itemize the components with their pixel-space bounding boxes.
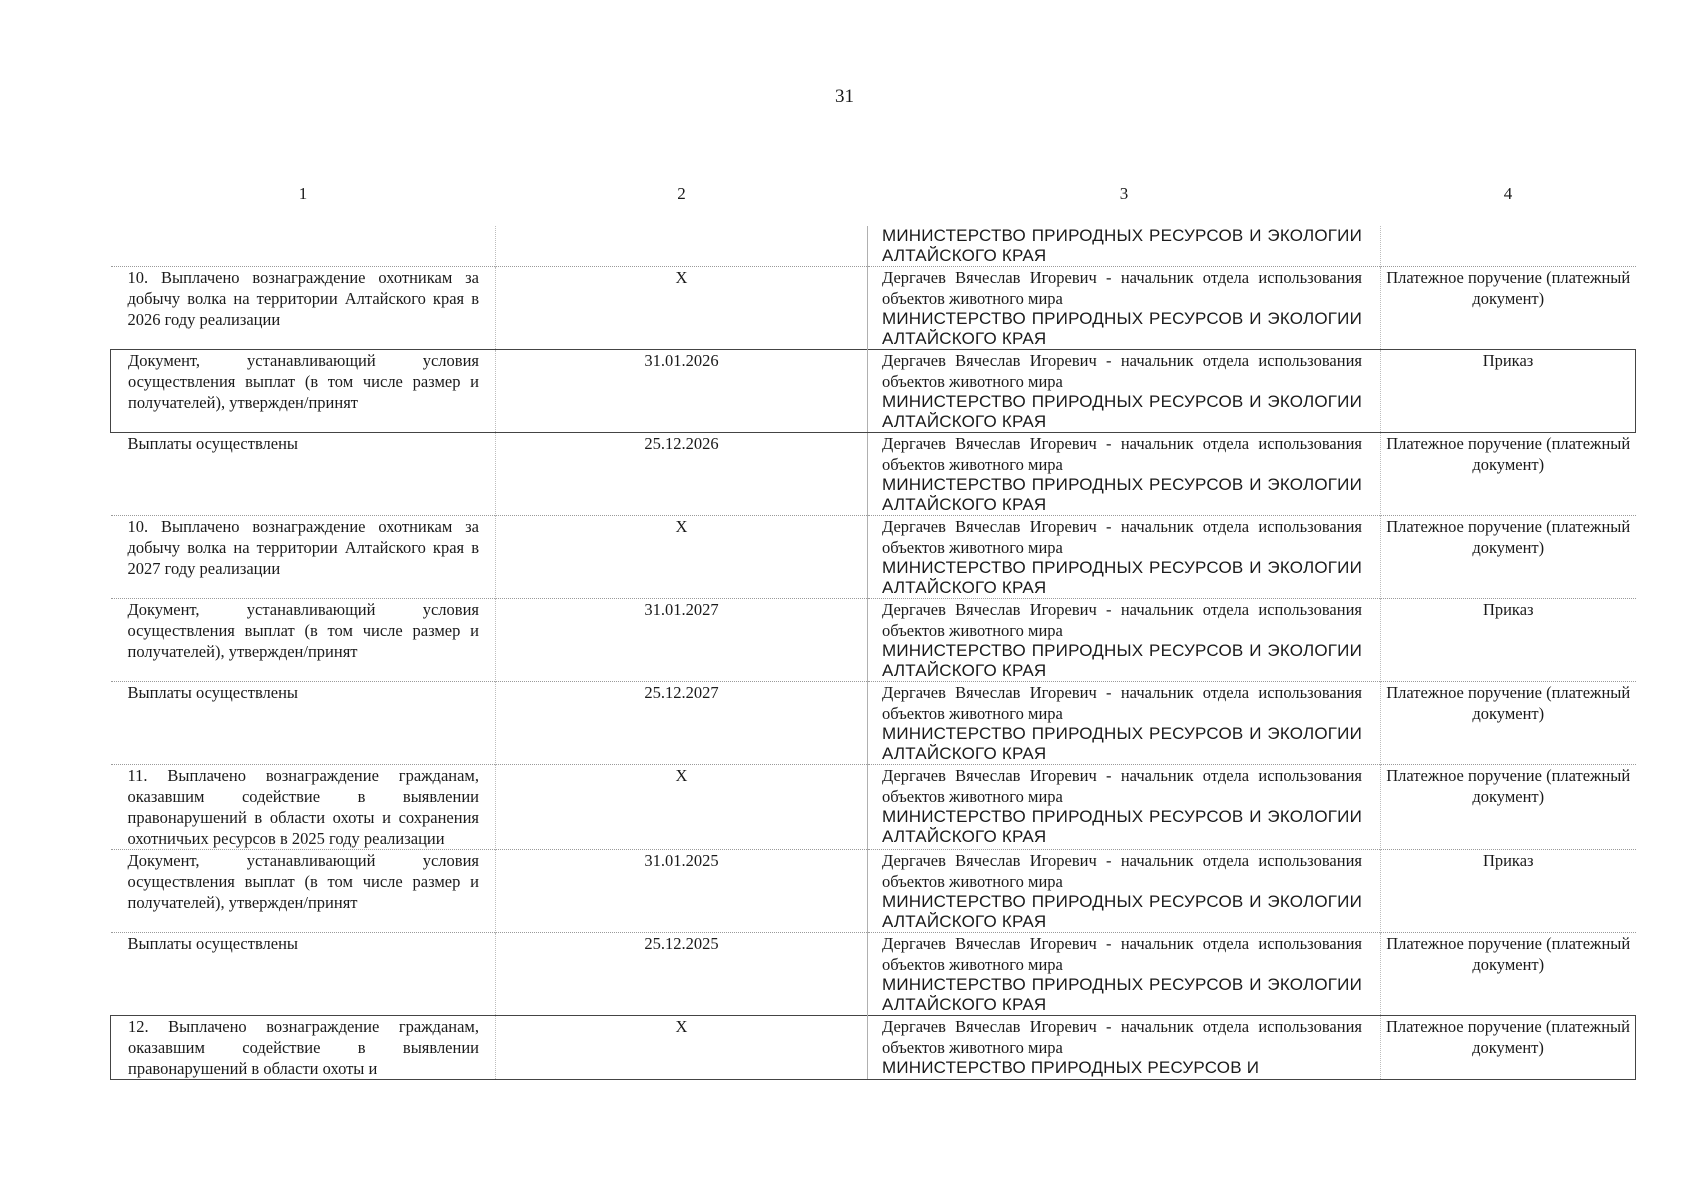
event-name: Документ, устанавливающий условия осуществления выплат (в том числе размер и получателей), утвержден/принят (111, 350, 496, 433)
table-row (111, 433, 1636, 516)
document-type: Платежное поручение (платежный документ) (1381, 1016, 1636, 1080)
ministry-name: МИНИСТЕРСТВО ПРИРОДНЫХ РЕСУРСОВ И ЭКОЛОГИИ АЛТАЙСКОГО КРАЯ (882, 641, 1362, 680)
due-date: 31.01.2026 (496, 350, 868, 433)
plan-table (110, 175, 1636, 1080)
responsible-person: Дергачев Вячеслав Игоревич - начальник отдела использования объектов животного мира (882, 766, 1362, 806)
ministry-name: МИНИСТЕРСТВО ПРИРОДНЫХ РЕСУРСОВ И (882, 1058, 1260, 1077)
ministry-name: МИНИСТЕРСТВО ПРИРОДНЫХ РЕСУРСОВ И ЭКОЛОГИИ АЛТАЙСКОГО КРАЯ (882, 975, 1362, 1014)
ministry-name: МИНИСТЕРСТВО ПРИРОДНЫХ РЕСУРСОВ И ЭКОЛОГИИ АЛТАЙСКОГО КРАЯ (882, 558, 1362, 597)
document-type: Платежное поручение (платежный документ) (1381, 682, 1636, 765)
due-date: 25.12.2026 (496, 433, 868, 516)
event-name: 10. Выплачено вознаграждение охотникам за добычу волка на территории Алтайского края в 2027 году реализации (111, 516, 496, 599)
document-type: Приказ (1381, 350, 1636, 433)
document-type: Приказ (1381, 850, 1636, 933)
ministry-name: МИНИСТЕРСТВО ПРИРОДНЫХ РЕСУРСОВ И ЭКОЛОГИИ АЛТАЙСКОГО КРАЯ (882, 475, 1362, 514)
event-name: Выплаты осуществлены (111, 433, 496, 516)
document-type: Платежное поручение (платежный документ) (1381, 267, 1636, 350)
responsible-cell (868, 765, 1381, 850)
column-number-1: 1 (298, 184, 308, 203)
ministry-name: МИНИСТЕРСТВО ПРИРОДНЫХ РЕСУРСОВ И ЭКОЛОГИИ АЛТАЙСКОГО КРАЯ (882, 892, 1362, 931)
responsible-person: Дергачев Вячеслав Игоревич - начальник отдела использования объектов животного мира (882, 934, 1362, 974)
event-name: Выплаты осуществлены (111, 933, 496, 1016)
table-row (111, 765, 1636, 850)
responsible-cell (868, 682, 1381, 765)
table-row (111, 350, 1636, 433)
document-type: Платежное поручение (платежный документ) (1381, 433, 1636, 516)
due-date: X (496, 765, 868, 850)
due-date: X (496, 1016, 868, 1080)
table-row (111, 599, 1636, 682)
table-row (111, 933, 1636, 1016)
responsible-person: Дергачев Вячеслав Игоревич - начальник отдела использования объектов животного мира (882, 351, 1362, 391)
ministry-name: МИНИСТЕРСТВО ПРИРОДНЫХ РЕСУРСОВ И ЭКОЛОГИИ АЛТАЙСКОГО КРАЯ (882, 392, 1362, 431)
responsible-person: Дергачев Вячеслав Игоревич - начальник отдела использования объектов животного мира (882, 683, 1362, 723)
responsible-person: Дергачев Вячеслав Игоревич - начальник отдела использования объектов животного мира (882, 1017, 1362, 1057)
event-name: 11. Выплачено вознаграждение гражданам, оказавшим содействие в выявлении правонарушений в области охоты и сохранения охотничьих ресурсов в 2025 году реализации (111, 765, 496, 850)
document-type: Платежное поручение (платежный документ) (1381, 933, 1636, 1016)
table-row (111, 516, 1636, 599)
responsible-cell (868, 433, 1381, 516)
ministry-name: МИНИСТЕРСТВО ПРИРОДНЫХ РЕСУРСОВ И ЭКОЛОГИИ АЛТАЙСКОГО КРАЯ (882, 226, 1362, 265)
responsible-person: Дергачев Вячеслав Игоревич - начальник отдела использования объектов животного мира (882, 600, 1362, 640)
ministry-name: МИНИСТЕРСТВО ПРИРОДНЫХ РЕСУРСОВ И ЭКОЛОГИИ АЛТАЙСКОГО КРАЯ (882, 807, 1362, 846)
table-row (111, 682, 1636, 765)
event-name: 10. Выплачено вознаграждение охотникам за добычу волка на территории Алтайского края в 2026 году реализации (111, 267, 496, 350)
due-date: 25.12.2025 (496, 933, 868, 1016)
column-number-3: 3 (1119, 184, 1129, 203)
due-date: X (496, 267, 868, 350)
ministry-name: МИНИСТЕРСТВО ПРИРОДНЫХ РЕСУРСОВ И ЭКОЛОГИИ АЛТАЙСКОГО КРАЯ (882, 724, 1362, 763)
event-name: Выплаты осуществлены (111, 682, 496, 765)
page-number: 31 (835, 86, 854, 107)
ministry-name: МИНИСТЕРСТВО ПРИРОДНЫХ РЕСУРСОВ И ЭКОЛОГИИ АЛТАЙСКОГО КРАЯ (882, 309, 1362, 348)
responsible-person: Дергачев Вячеслав Игоревич - начальник отдела использования объектов животного мира (882, 268, 1362, 308)
document-type: Платежное поручение (платежный документ) (1381, 765, 1636, 850)
responsible-cell (868, 850, 1381, 933)
document-type: Приказ (1381, 599, 1636, 682)
due-date: 25.12.2027 (496, 682, 868, 765)
event-name: 12. Выплачено вознаграждение гражданам, оказавшим содействие в выявлении правонарушений в области охоты и (111, 1016, 496, 1080)
column-number-header (111, 175, 1636, 226)
responsible-person: Дергачев Вячеслав Игоревич - начальник отдела использования объектов животного мира (882, 851, 1362, 891)
event-name: Документ, устанавливающий условия осуществления выплат (в том числе размер и получателей), утвержден/принят (111, 850, 496, 933)
responsible-person: Дергачев Вячеслав Игоревич - начальник отдела использования объектов животного мира (882, 434, 1362, 474)
responsible-person: Дергачев Вячеслав Игоревич - начальник отдела использования объектов животного мира (882, 517, 1362, 557)
responsible-cell (868, 1016, 1381, 1080)
responsible-cell (868, 267, 1381, 350)
responsible-cell (868, 933, 1381, 1016)
table-row (111, 1016, 1636, 1080)
due-date: X (496, 516, 868, 599)
table-row (111, 850, 1636, 933)
document-type: Платежное поручение (платежный документ) (1381, 516, 1636, 599)
due-date: 31.01.2025 (496, 850, 868, 933)
continuation-row (111, 226, 1636, 267)
responsible-cell (868, 350, 1381, 433)
column-number-4: 4 (1503, 184, 1513, 203)
event-name: Документ, устанавливающий условия осуществления выплат (в том числе размер и получателей), утвержден/принят (111, 599, 496, 682)
column-number-2: 2 (677, 184, 686, 203)
table-row (111, 267, 1636, 350)
responsible-cell (868, 516, 1381, 599)
due-date: 31.01.2027 (496, 599, 868, 682)
responsible-cell (868, 599, 1381, 682)
